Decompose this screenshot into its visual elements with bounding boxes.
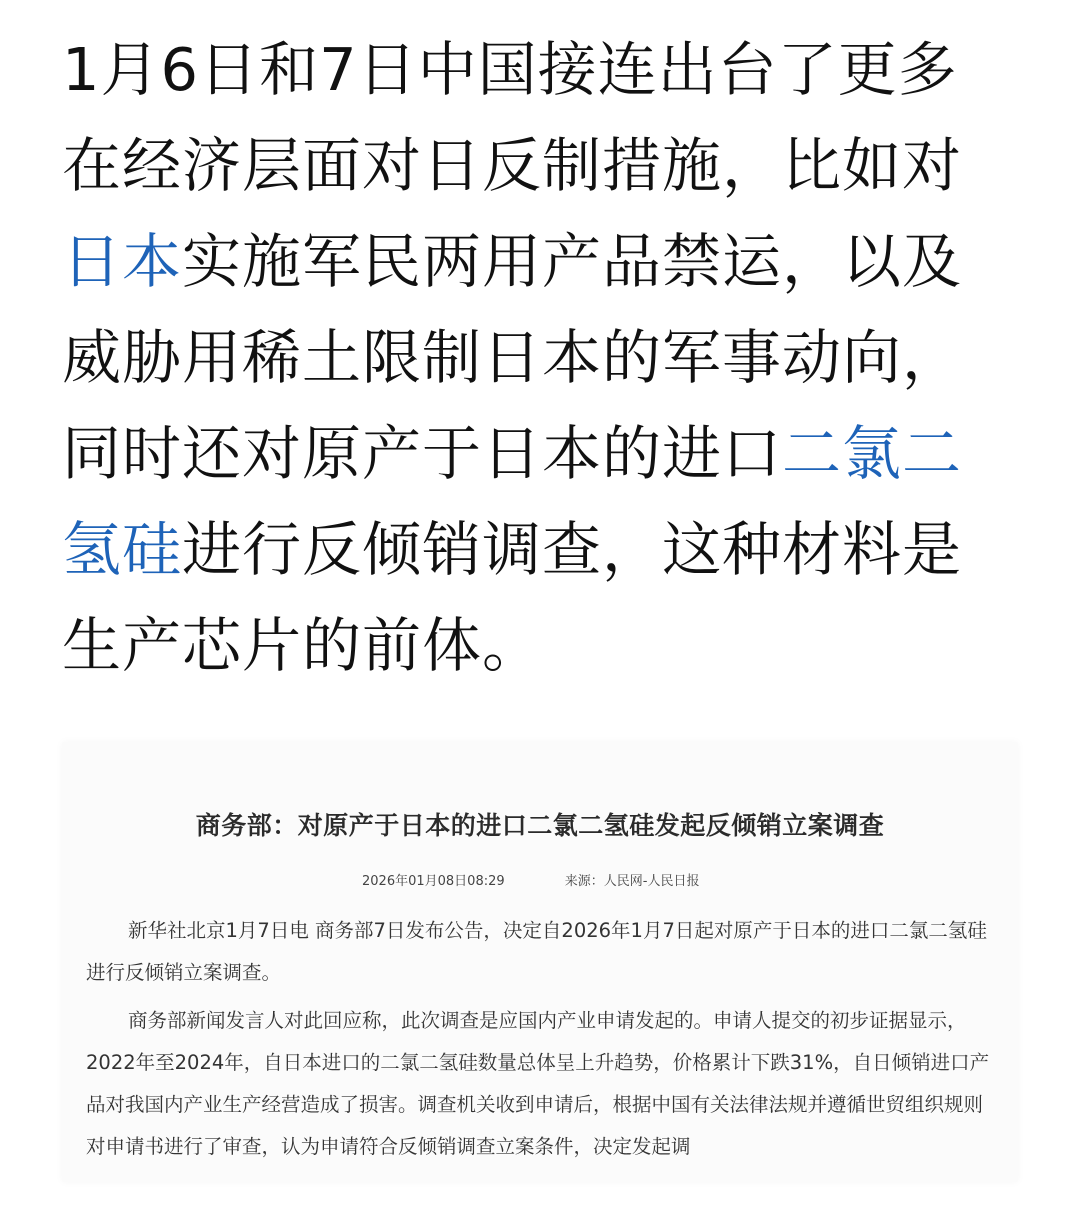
article-paragraph: 新华社北京1月7日电 商务部7日发布公告，决定自2026年1月7日起对原产于日本的进口二氯二氢硅进行反倾销立案调查。 — [86, 919, 987, 984]
article-paragraph: 商务部新闻发言人对此回应称，此次调查是应国内产业申请发起的。申请人提交的初步证据显示，2022年至2024年，自日本进口的二氯二氢硅数量总体呈上升趋势，价格累计下跌31%，自日倾销进口产品对我国内产业生产经营造成了损害。调查机关收到申请后，根据中国有关法律法规并遵循世贸组织规则对申请书进行了审查，认为申请符合反倾销调查立案条件，决定发起调 — [86, 1009, 990, 1158]
dichlorosilane-link[interactable]: 二氯二氢硅 — [62, 419, 963, 584]
post-text — [62, 22, 1012, 694]
article-body — [86, 910, 998, 1174]
post-text-segment: 进行反倾销调查，这种材料是生产芯片的前体。 — [62, 515, 963, 680]
japan-link[interactable]: 日本 — [62, 227, 183, 296]
article-source: 来源：人民网-人民日报 — [564, 874, 700, 889]
article-meta — [362, 870, 699, 889]
article-date: 2026年01月08日08:29 — [362, 874, 505, 889]
post-text-segment: 1月6日和7日中国接连出台了更多在经济层面对日反制措施，比如对 — [62, 35, 963, 200]
article-title: 商务部：对原产于日本的进口二氯二氢硅发起反倾销立案调查 — [195, 811, 885, 840]
embedded-article-image[interactable] — [62, 742, 1018, 1182]
post-text-segment: 实施军民两用产品禁运，以及威胁用稀土限制日本的军事动向，同时还对原产于日本的进口 — [62, 227, 963, 488]
